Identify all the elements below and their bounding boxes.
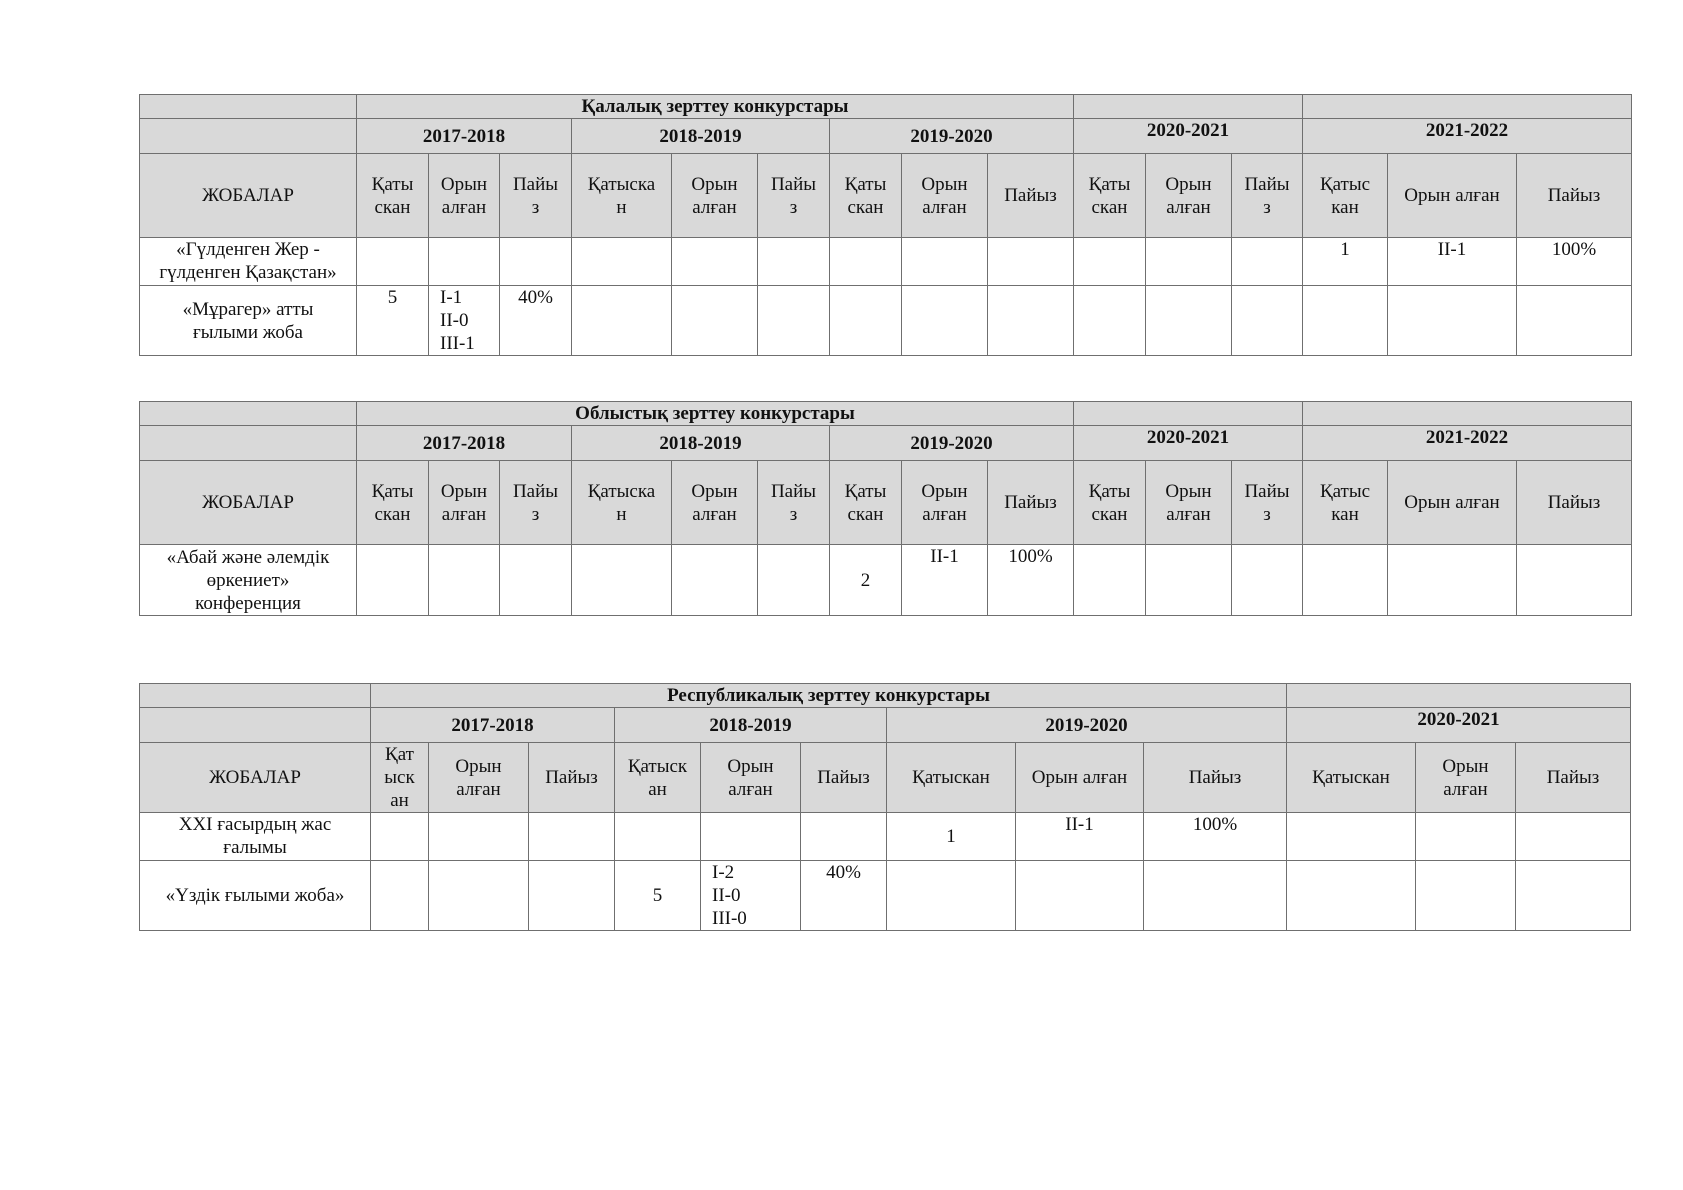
participated-header: Қаты скан <box>1074 461 1146 545</box>
participated-header: Қаты скан <box>1074 154 1146 238</box>
placed-header: Орын алған <box>1388 461 1517 545</box>
data-cell <box>529 861 615 931</box>
percent-header: Пайы з <box>1232 461 1303 545</box>
data-cell <box>357 238 429 286</box>
data-cell <box>887 861 1016 931</box>
participated-cell: 1 <box>1303 238 1388 286</box>
placed-header: Орын алған <box>701 743 801 813</box>
year-header: 2019-2020 <box>830 426 1074 461</box>
participated-header: Қаты скан <box>830 154 902 238</box>
data-cell <box>572 545 672 616</box>
placed-header: Орын алған <box>1388 154 1517 238</box>
header-blank <box>1074 402 1303 426</box>
data-cell <box>988 286 1074 356</box>
data-cell <box>672 238 758 286</box>
data-cell <box>1016 861 1144 931</box>
year-header: 2020-2021 <box>1074 426 1303 461</box>
city-contests-table <box>139 94 1632 356</box>
data-cell <box>1517 545 1632 616</box>
data-cell <box>701 813 801 861</box>
placed-header: Орын алған <box>1146 461 1232 545</box>
data-cell <box>1074 286 1146 356</box>
participated-header: Қатыскан <box>1287 743 1416 813</box>
table-title: Қалалық зерттеу конкурстары <box>357 95 1074 119</box>
data-cell <box>672 286 758 356</box>
data-cell <box>429 238 500 286</box>
participated-header: Қатыс кан <box>1303 461 1388 545</box>
project-name: XXI ғасырдың жас ғалымы <box>140 813 371 861</box>
corner-cell <box>140 119 357 154</box>
percent-header: Пайыз <box>1144 743 1287 813</box>
data-cell <box>902 238 988 286</box>
data-cell <box>758 238 830 286</box>
placed-cell: I-2 II-0 III-0 <box>701 861 801 931</box>
projects-header: ЖОБАЛАР <box>140 743 371 813</box>
table-row <box>140 545 1632 616</box>
placed-header: Орын алған <box>902 154 988 238</box>
year-header: 2021-2022 <box>1303 119 1632 154</box>
percent-header: Пайыз <box>1516 743 1631 813</box>
participated-header: Қатыска н <box>572 154 672 238</box>
year-header: 2017-2018 <box>357 119 572 154</box>
percent-header: Пайы з <box>758 461 830 545</box>
data-cell <box>1074 238 1146 286</box>
data-cell <box>1516 813 1631 861</box>
data-cell <box>1303 545 1388 616</box>
data-cell <box>1303 286 1388 356</box>
data-cell <box>357 545 429 616</box>
data-cell <box>529 813 615 861</box>
table-row <box>140 813 1631 861</box>
year-header: 2019-2020 <box>830 119 1074 154</box>
participated-cell: 2 <box>830 545 902 616</box>
participated-cell: 5 <box>615 861 701 931</box>
data-cell <box>902 286 988 356</box>
corner-cell <box>140 684 371 708</box>
table-row <box>140 238 1632 286</box>
participated-cell: 1 <box>887 813 1016 861</box>
data-cell <box>1517 286 1632 356</box>
projects-header: ЖОБАЛАР <box>140 154 357 238</box>
placed-header: Орын алған <box>1416 743 1516 813</box>
percent-header: Пайы з <box>1232 154 1303 238</box>
year-header: 2017-2018 <box>371 708 615 743</box>
percent-cell: 40% <box>500 286 572 356</box>
data-cell <box>1074 545 1146 616</box>
data-cell <box>615 813 701 861</box>
data-cell <box>672 545 758 616</box>
data-cell <box>1287 813 1416 861</box>
project-name: «Үздік ғылыми жоба» <box>140 861 371 931</box>
placed-header: Орын алған <box>672 461 758 545</box>
data-cell <box>371 861 429 931</box>
data-cell <box>572 286 672 356</box>
placed-cell: I-1 II-0 III-1 <box>429 286 500 356</box>
data-cell <box>1388 286 1517 356</box>
corner-cell <box>140 95 357 119</box>
data-cell <box>1144 861 1287 931</box>
percent-header: Пайыз <box>1517 154 1632 238</box>
placed-header: Орын алған <box>1146 154 1232 238</box>
placed-cell: II-1 <box>1016 813 1144 861</box>
percent-cell: 40% <box>801 861 887 931</box>
placed-header: Орын алған <box>672 154 758 238</box>
percent-header: Пайыз <box>801 743 887 813</box>
participated-header: Қатыс кан <box>1303 154 1388 238</box>
placed-cell: II-1 <box>1388 238 1517 286</box>
participated-header: Қаты скан <box>830 461 902 545</box>
header-blank <box>1287 684 1631 708</box>
placed-header: Орын алған <box>429 461 500 545</box>
percent-header: Пайыз <box>1517 461 1632 545</box>
data-cell <box>830 238 902 286</box>
percent-cell: 100% <box>1144 813 1287 861</box>
data-cell <box>429 545 500 616</box>
corner-cell <box>140 402 357 426</box>
data-cell <box>572 238 672 286</box>
participated-header: Қаты скан <box>357 461 429 545</box>
regional-contests-table <box>139 401 1632 616</box>
corner-cell <box>140 426 357 461</box>
year-header: 2017-2018 <box>357 426 572 461</box>
year-header: 2019-2020 <box>887 708 1287 743</box>
year-header: 2020-2021 <box>1287 708 1631 743</box>
placed-header: Орын алған <box>902 461 988 545</box>
project-name: «Гүлденген Жер - гүлденген Қазақстан» <box>140 238 357 286</box>
data-cell <box>371 813 429 861</box>
data-cell <box>1146 286 1232 356</box>
placed-header: Орын алған <box>429 743 529 813</box>
project-name: «Абай және әлемдік өркениет» конференция <box>140 545 357 616</box>
data-cell <box>1232 238 1303 286</box>
percent-header: Пайыз <box>988 154 1074 238</box>
data-cell <box>500 545 572 616</box>
header-blank <box>1303 402 1632 426</box>
placed-header: Орын алған <box>429 154 500 238</box>
percent-header: Пайыз <box>988 461 1074 545</box>
data-cell <box>1232 286 1303 356</box>
percent-cell: 100% <box>988 545 1074 616</box>
data-cell <box>1146 545 1232 616</box>
year-header: 2021-2022 <box>1303 426 1632 461</box>
participated-header: Қаты скан <box>357 154 429 238</box>
participated-header: Қат ыск ан <box>371 743 429 813</box>
data-cell <box>1388 545 1517 616</box>
data-cell <box>988 238 1074 286</box>
header-blank <box>1074 95 1303 119</box>
participated-cell: 5 <box>357 286 429 356</box>
year-header: 2018-2019 <box>615 708 887 743</box>
percent-header: Пайыз <box>529 743 615 813</box>
percent-header: Пайы з <box>500 154 572 238</box>
corner-cell <box>140 708 371 743</box>
data-cell <box>1516 861 1631 931</box>
participated-header: Қатыска н <box>572 461 672 545</box>
placed-header: Орын алған <box>1016 743 1144 813</box>
data-cell <box>429 813 529 861</box>
year-header: 2018-2019 <box>572 426 830 461</box>
table-row <box>140 861 1631 931</box>
data-cell <box>1416 861 1516 931</box>
projects-header: ЖОБАЛАР <box>140 461 357 545</box>
table-title: Облыстық зерттеу конкурстары <box>357 402 1074 426</box>
data-cell <box>801 813 887 861</box>
data-cell <box>1416 813 1516 861</box>
data-cell <box>1232 545 1303 616</box>
participated-header: Қатыскан <box>887 743 1016 813</box>
header-blank <box>1303 95 1632 119</box>
project-name: «Мұрагер» атты ғылыми жоба <box>140 286 357 356</box>
placed-cell: II-1 <box>902 545 988 616</box>
data-cell <box>830 286 902 356</box>
percent-cell: 100% <box>1517 238 1632 286</box>
data-cell <box>1287 861 1416 931</box>
data-cell <box>429 861 529 931</box>
data-cell <box>758 545 830 616</box>
year-header: 2018-2019 <box>572 119 830 154</box>
data-cell <box>758 286 830 356</box>
table-row <box>140 286 1632 356</box>
percent-header: Пайы з <box>500 461 572 545</box>
data-cell <box>1146 238 1232 286</box>
data-cell <box>500 238 572 286</box>
percent-header: Пайы з <box>758 154 830 238</box>
year-header: 2020-2021 <box>1074 119 1303 154</box>
republican-contests-table <box>139 683 1631 931</box>
participated-header: Қатыск ан <box>615 743 701 813</box>
table-title: Республикалық зерттеу конкурстары <box>371 684 1287 708</box>
